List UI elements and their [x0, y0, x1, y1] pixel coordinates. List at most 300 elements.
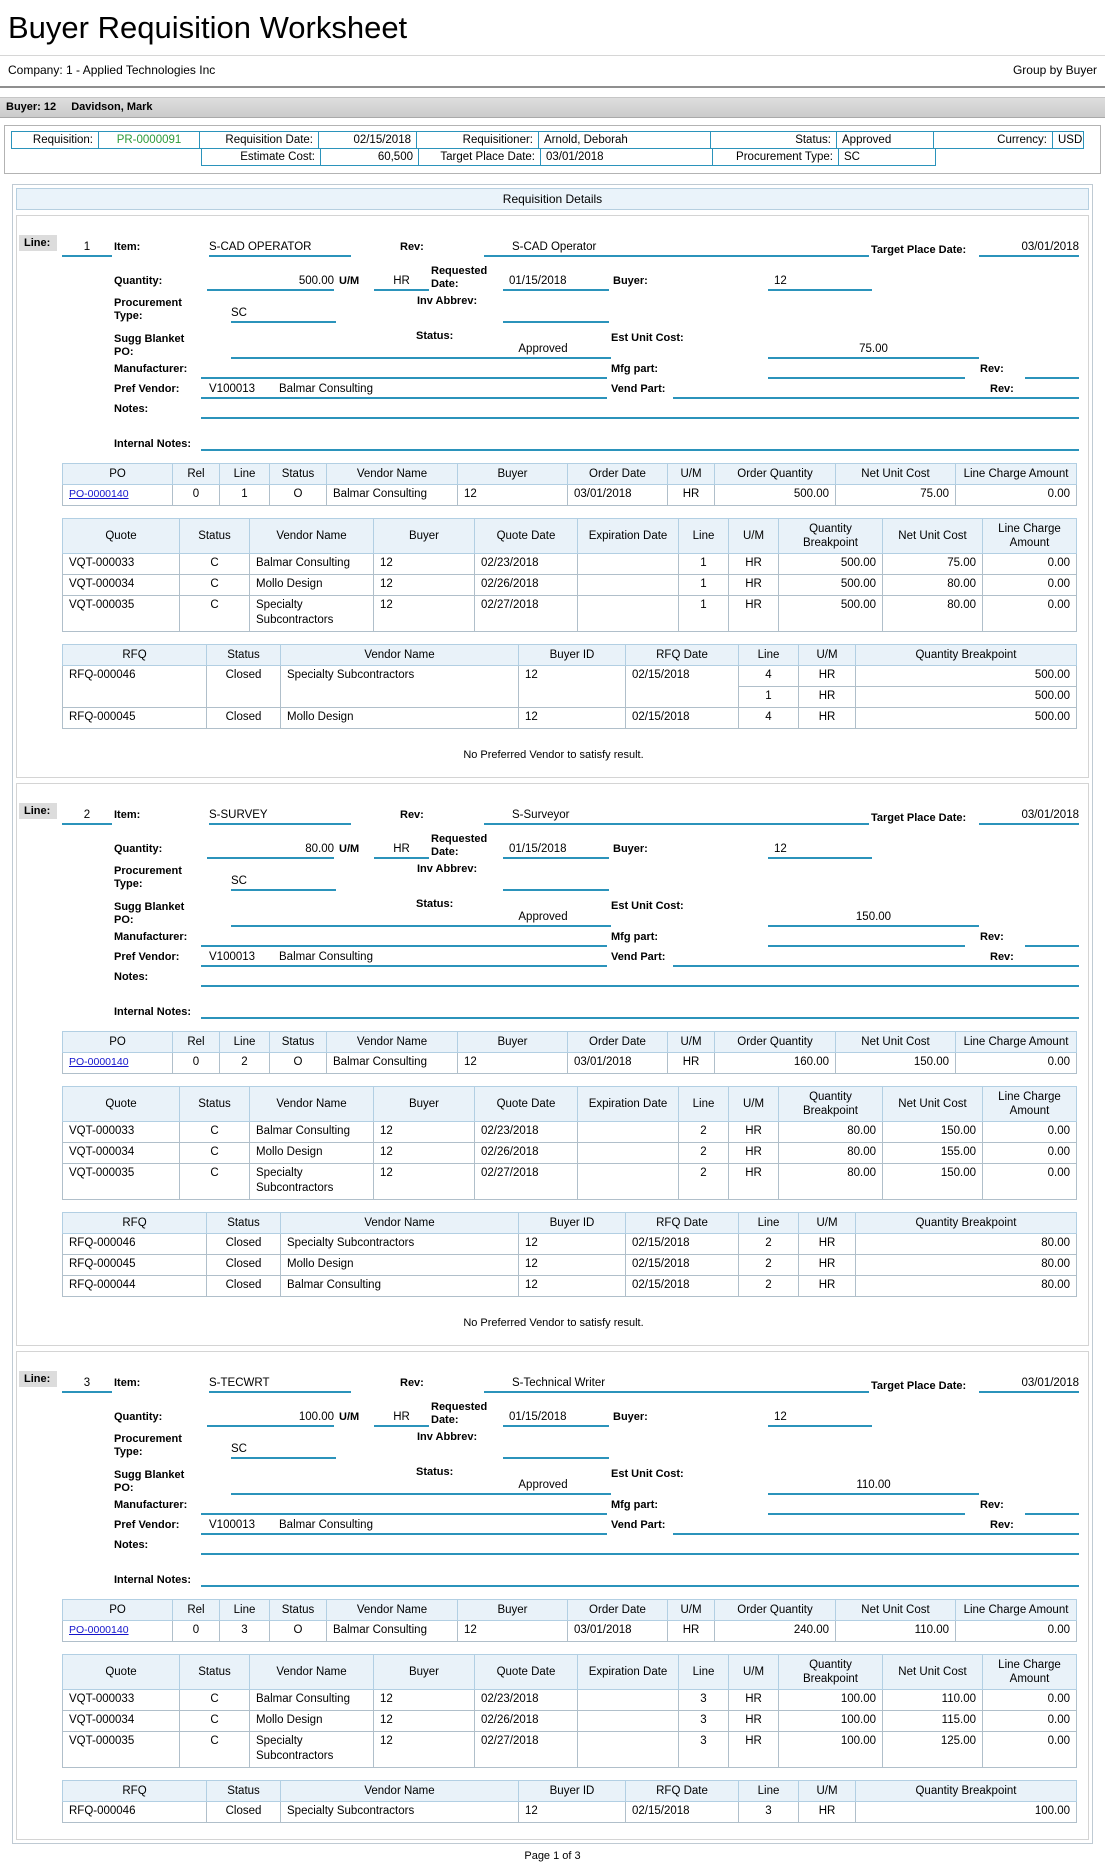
table-cell: 100.00	[856, 1802, 1077, 1823]
table-cell	[578, 1143, 679, 1164]
table-cell: 02/15/2018	[626, 1276, 739, 1297]
table-row	[63, 1122, 1077, 1143]
table-cell: 12	[374, 1690, 475, 1711]
line-row-1	[19, 223, 1088, 257]
table-cell: O	[270, 485, 327, 506]
column-header: Rel	[173, 1032, 220, 1053]
column-header: Net Unit Cost	[883, 1087, 983, 1122]
table-cell	[578, 575, 679, 596]
page-title: Buyer Requisition Worksheet	[0, 0, 1105, 56]
po-link[interactable]: PO-0000140	[69, 488, 129, 500]
column-header: PO	[63, 464, 173, 485]
inv-abbrev-label: Inv Abbrev:	[417, 295, 478, 307]
requested-date-field: 01/15/2018	[503, 1410, 609, 1427]
table-cell: Balmar Consulting	[327, 1053, 458, 1074]
item-label: Item:	[114, 809, 141, 821]
table-cell: 02/27/2018	[475, 1164, 578, 1200]
table-cell: VQT-000033	[63, 1122, 180, 1143]
table-cell: Closed	[207, 1234, 281, 1255]
table-cell: 80.00	[883, 596, 983, 632]
table-header-row	[63, 1781, 1077, 1802]
requisition-line-block	[16, 1351, 1089, 1840]
table-cell: 75.00	[883, 554, 983, 575]
requested-date-field: 01/15/2018	[503, 274, 609, 291]
table-cell: HR	[668, 1053, 715, 1074]
uom-field: HR	[374, 842, 429, 859]
line-row-5	[19, 929, 1088, 947]
est-unit-cost-label: Est Unit Cost:	[611, 1468, 684, 1480]
table-cell: 02/27/2018	[475, 596, 578, 632]
table-header-row	[63, 1655, 1077, 1690]
column-header: U/M	[799, 1781, 856, 1802]
column-header: Status	[180, 519, 250, 554]
table-cell: O	[270, 1621, 327, 1642]
procurement-type-label: Procurement Type:	[114, 297, 182, 322]
quantity-label: Quantity:	[114, 843, 163, 855]
manufacturer-label: Manufacturer:	[114, 1499, 188, 1511]
column-header: Quantity Breakpoint	[856, 645, 1077, 666]
column-header: Net Unit Cost	[883, 519, 983, 554]
table-cell: Closed	[207, 1255, 281, 1276]
sugg-blanket-po-label: Sugg Blanket PO:	[114, 333, 185, 358]
table-cell: HR	[729, 1122, 779, 1143]
column-header: Quantity Breakpoint	[856, 1213, 1077, 1234]
column-header: U/M	[799, 1213, 856, 1234]
table-cell: Specialty Subcontractors	[250, 596, 374, 632]
table-cell: 2	[739, 1276, 799, 1297]
status-field: Approved	[518, 911, 568, 923]
mfg-part-field	[768, 931, 965, 947]
target-place-date-field: 03/01/2018	[979, 808, 1079, 825]
column-header: Line Charge Amount	[983, 1655, 1077, 1690]
table-cell: 02/23/2018	[475, 554, 578, 575]
table-header-row	[63, 1600, 1077, 1621]
table-cell	[578, 554, 679, 575]
table-row	[63, 1164, 1077, 1200]
column-header: Quantity Breakpoint	[779, 519, 883, 554]
page-header	[0, 0, 1105, 56]
line-row-4	[19, 893, 1088, 927]
table-row	[63, 1711, 1077, 1732]
estimate-cost-value: 60,500	[320, 148, 419, 166]
uom-field: HR	[374, 1410, 429, 1427]
mfg-rev-field	[1025, 363, 1079, 379]
table-cell: Closed	[207, 1276, 281, 1297]
table-cell: 0.00	[956, 1053, 1077, 1074]
column-header: Net Unit Cost	[836, 464, 956, 485]
sugg-blanket-po-label: Sugg Blanket PO:	[114, 1469, 185, 1494]
internal-notes-label: Internal Notes:	[114, 438, 192, 450]
procurement-type-field: SC	[231, 1442, 336, 1459]
table-cell: 80.00	[883, 575, 983, 596]
column-header: Net Unit Cost	[836, 1600, 956, 1621]
line-row-4	[19, 1461, 1088, 1495]
table-cell: 0	[173, 485, 220, 506]
table-cell: 12	[458, 1621, 568, 1642]
table-cell: Balmar Consulting	[250, 554, 374, 575]
column-header: Order Quantity	[715, 1032, 836, 1053]
table-cell: C	[180, 1711, 250, 1732]
requisition-label: Requisition:	[11, 131, 99, 149]
table-cell: HR	[729, 554, 779, 575]
column-header: Quantity Breakpoint	[779, 1655, 883, 1690]
column-header: Rel	[173, 1600, 220, 1621]
table-cell	[63, 1621, 173, 1642]
currency-value: USD	[1052, 131, 1084, 149]
table-header-row	[63, 519, 1077, 554]
line-number-field: 3	[62, 1376, 112, 1393]
column-header: Vendor Name	[250, 1087, 374, 1122]
column-header: Status	[180, 1655, 250, 1690]
internal-notes-field	[201, 435, 1079, 451]
column-header: Line Charge Amount	[956, 1032, 1077, 1053]
table-cell: 02/23/2018	[475, 1690, 578, 1711]
table-row	[63, 554, 1077, 575]
table-cell: 80.00	[856, 1255, 1077, 1276]
table-cell: 0.00	[983, 1143, 1077, 1164]
mfg-part-field	[768, 1499, 965, 1515]
line-row-2	[19, 259, 1088, 291]
requisition-date-value: 02/15/2018	[318, 131, 417, 149]
quote-table	[62, 1654, 1077, 1768]
table-cell: HR	[729, 1690, 779, 1711]
no-preferred-vendor-note: No Preferred Vendor to satisfy result.	[463, 1317, 644, 1329]
requisitioner-label: Requisitioner:	[416, 131, 539, 149]
table-cell: HR	[729, 1732, 779, 1768]
column-header: Vendor Name	[281, 645, 519, 666]
pref-vendor-name: Balmar Consulting	[279, 383, 373, 395]
table-cell: 02/26/2018	[475, 575, 578, 596]
table-row	[63, 1276, 1077, 1297]
table-row	[63, 1802, 1077, 1823]
quantity-label: Quantity:	[114, 1411, 163, 1423]
inv-abbrev-field	[503, 1443, 609, 1459]
column-header: Expiration Date	[578, 1655, 679, 1690]
column-header: Vendor Name	[250, 1655, 374, 1690]
table-cell: 12	[374, 1143, 475, 1164]
manufacturer-label: Manufacturer:	[114, 931, 188, 943]
column-header: Status	[207, 1781, 281, 1802]
column-header: Order Date	[568, 464, 668, 485]
table-cell: RFQ-000045	[63, 1255, 207, 1276]
status-field: Approved	[518, 1479, 568, 1491]
internal-notes-label: Internal Notes:	[114, 1006, 192, 1018]
line-row-1	[19, 1359, 1088, 1393]
table-cell: VQT-000033	[63, 1690, 180, 1711]
column-header: PO	[63, 1600, 173, 1621]
table-cell: 110.00	[883, 1690, 983, 1711]
mfg-rev-field	[1025, 1499, 1079, 1515]
pref-vendor-code: V100013	[209, 1519, 256, 1531]
table-header-row	[63, 1087, 1077, 1122]
table-cell: 2	[739, 1234, 799, 1255]
table-header-row	[63, 1032, 1077, 1053]
table-cell: Specialty Subcontractors	[250, 1732, 374, 1768]
table-cell: 150.00	[883, 1122, 983, 1143]
po-link[interactable]: PO-0000140	[69, 1056, 129, 1068]
est-unit-cost-label: Est Unit Cost:	[611, 900, 684, 912]
vend-part-field	[673, 1519, 1079, 1535]
table-cell: 75.00	[836, 485, 956, 506]
line-blocks	[16, 215, 1089, 1840]
table-cell: 100.00	[779, 1690, 883, 1711]
pref-vendor-label: Pref Vendor:	[114, 951, 180, 963]
table-row	[63, 1053, 1077, 1074]
table-cell: O	[270, 1053, 327, 1074]
table-cell: 2	[220, 1053, 270, 1074]
column-header: U/M	[729, 519, 779, 554]
line-row-6	[19, 1517, 1088, 1535]
table-cell: 0.00	[983, 554, 1077, 575]
column-header: Status	[270, 1032, 327, 1053]
column-header: RFQ Date	[626, 1213, 739, 1234]
table-cell: Specialty Subcontractors	[250, 1164, 374, 1200]
rev-label: Rev:	[400, 241, 424, 253]
buyer-field: 12	[768, 274, 872, 291]
column-header: U/M	[799, 645, 856, 666]
line-row-1	[19, 791, 1088, 825]
table-cell	[63, 1053, 173, 1074]
requested-date-field: 01/15/2018	[503, 842, 609, 859]
column-header: Buyer ID	[519, 645, 626, 666]
table-cell: Mollo Design	[250, 1143, 374, 1164]
rfq-table	[62, 1212, 1077, 1297]
table-cell: VQT-000035	[63, 596, 180, 632]
table-cell: 0.00	[983, 1690, 1077, 1711]
column-header: Vendor Name	[327, 1032, 458, 1053]
line-row-3	[19, 861, 1088, 891]
target-place-date-value: 03/01/2018	[540, 148, 713, 166]
table-cell: Closed	[207, 1802, 281, 1823]
procurement-type-label: Procurement Type:	[712, 148, 839, 166]
column-header: Buyer	[374, 519, 475, 554]
column-header: Line	[739, 1781, 799, 1802]
est-unit-cost-field: 110.00	[768, 1478, 979, 1495]
sugg-blanket-po-field	[231, 898, 611, 927]
table-cell: 0.00	[983, 575, 1077, 596]
table-header-row	[63, 464, 1077, 485]
requisition-header-box	[4, 125, 1101, 174]
table-cell: Mollo Design	[281, 708, 519, 729]
manufacturer-field	[201, 1499, 607, 1515]
table-cell: 0	[173, 1621, 220, 1642]
table-cell: 1	[679, 596, 729, 632]
requested-date-label: Requested Date:	[431, 265, 488, 290]
table-row	[63, 708, 1077, 729]
table-cell: VQT-000034	[63, 1143, 180, 1164]
notes-label: Notes:	[114, 403, 149, 415]
line-row-3	[19, 293, 1088, 323]
rfq-table	[62, 1780, 1077, 1823]
po-link[interactable]: PO-0000140	[69, 1624, 129, 1636]
group-by-control[interactable]: Group by Buyer	[1012, 63, 1097, 77]
pref-vendor-code: V100013	[209, 383, 256, 395]
table-cell: Balmar Consulting	[327, 485, 458, 506]
table-cell: HR	[729, 1143, 779, 1164]
column-header: Line	[739, 1213, 799, 1234]
column-header: Line	[739, 645, 799, 666]
rev-label: Rev:	[400, 809, 424, 821]
procurement-type-label: Procurement Type:	[114, 865, 182, 890]
table-cell: 500.00	[856, 708, 1077, 729]
table-cell: 12	[374, 1711, 475, 1732]
table-cell: 0	[173, 1053, 220, 1074]
manufacturer-field	[201, 363, 607, 379]
table-cell: 0.00	[956, 485, 1077, 506]
table-cell: 02/27/2018	[475, 1732, 578, 1768]
line-row-7	[19, 1537, 1088, 1555]
inv-abbrev-field	[503, 307, 609, 323]
mfg-rev-label: Rev:	[980, 931, 1004, 943]
pref-vendor-field	[201, 1518, 607, 1535]
line-label: Line:	[19, 803, 57, 819]
uom-label: U/M	[339, 275, 360, 287]
table-cell: 12	[519, 708, 626, 729]
table-cell: 500.00	[856, 687, 1077, 708]
line-row-4	[19, 325, 1088, 359]
no-preferred-vendor-note: No Preferred Vendor to satisfy result.	[463, 749, 644, 761]
table-cell: 1	[220, 485, 270, 506]
table-cell: VQT-000035	[63, 1164, 180, 1200]
table-cell: 03/01/2018	[568, 485, 668, 506]
table-cell: HR	[799, 1276, 856, 1297]
table-cell: 12	[374, 1122, 475, 1143]
table-cell: VQT-000034	[63, 575, 180, 596]
notes-field	[201, 403, 1079, 419]
column-header: Net Unit Cost	[883, 1655, 983, 1690]
internal-notes-field	[201, 1003, 1079, 1019]
table-cell: 1	[679, 575, 729, 596]
sugg-blanket-po-field	[231, 330, 611, 359]
table-cell	[63, 485, 173, 506]
requisition-number-link[interactable]: PR-0000091	[98, 131, 200, 149]
column-header: Line	[679, 1087, 729, 1122]
line-row-8	[19, 1557, 1088, 1587]
table-cell: 2	[679, 1164, 729, 1200]
table-row	[63, 1621, 1077, 1642]
sugg-blanket-po-label: Sugg Blanket PO:	[114, 901, 185, 926]
table-cell	[578, 1711, 679, 1732]
table-cell: 240.00	[715, 1621, 836, 1642]
line-row-8	[19, 421, 1088, 451]
company-row	[0, 56, 1105, 88]
table-cell: HR	[729, 575, 779, 596]
table-cell: 80.00	[856, 1276, 1077, 1297]
column-header: U/M	[729, 1087, 779, 1122]
line-label: Line:	[19, 235, 57, 251]
table-cell: Mollo Design	[281, 1255, 519, 1276]
pref-vendor-label: Pref Vendor:	[114, 1519, 180, 1531]
table-cell: 1	[679, 554, 729, 575]
table-row	[63, 575, 1077, 596]
column-header: RFQ	[63, 1781, 207, 1802]
column-header: Buyer	[458, 464, 568, 485]
uom-field: HR	[374, 274, 429, 291]
table-cell: HR	[799, 1255, 856, 1276]
target-place-date-label: Target Place Date:	[418, 148, 541, 166]
table-cell: HR	[668, 1621, 715, 1642]
mfg-part-field	[768, 363, 965, 379]
buyer-field: 12	[768, 842, 872, 859]
vend-rev-label: Rev:	[990, 383, 1014, 395]
procurement-type-label: Procurement Type:	[114, 1433, 182, 1458]
table-cell: 4	[739, 708, 799, 729]
column-header: Quote Date	[475, 519, 578, 554]
column-header: Order Date	[568, 1600, 668, 1621]
column-header: Vendor Name	[250, 519, 374, 554]
column-header: Order Quantity	[715, 1600, 836, 1621]
rev-label: Rev:	[400, 1377, 424, 1389]
line-row-2	[19, 827, 1088, 859]
table-cell: C	[180, 1690, 250, 1711]
table-cell: 12	[374, 1164, 475, 1200]
table-cell: Specialty Subcontractors	[281, 1234, 519, 1255]
buyer-field: 12	[768, 1410, 872, 1427]
requested-date-label: Requested Date:	[431, 833, 488, 858]
table-cell: 02/15/2018	[626, 1255, 739, 1276]
table-cell: 12	[519, 1255, 626, 1276]
item-description-field: S-CAD Operator	[484, 240, 869, 257]
table-cell: 1	[739, 687, 799, 708]
vend-part-label: Vend Part:	[611, 1519, 666, 1531]
target-place-date-label: Target Place Date:	[871, 1380, 967, 1392]
requisition-date-label: Requisition Date:	[199, 131, 319, 149]
notes-field	[201, 1539, 1079, 1555]
pref-vendor-code: V100013	[209, 951, 256, 963]
column-header: Line	[679, 519, 729, 554]
line-number-field: 1	[62, 240, 112, 257]
table-cell: 12	[374, 554, 475, 575]
line-row-6	[19, 949, 1088, 967]
rfq-table	[62, 644, 1077, 729]
procurement-type-field: SC	[231, 306, 336, 323]
table-cell: 0.00	[956, 1621, 1077, 1642]
column-header: Quote	[63, 519, 180, 554]
column-header: U/M	[668, 1032, 715, 1053]
status-label: Status:	[416, 1466, 454, 1478]
table-cell: 02/26/2018	[475, 1143, 578, 1164]
column-header: Expiration Date	[578, 1087, 679, 1122]
currency-label: Currency:	[933, 131, 1053, 149]
table-cell: 500.00	[856, 666, 1077, 687]
buyer-label: Buyer:	[613, 843, 648, 855]
notes-label: Notes:	[114, 1539, 149, 1551]
item-field: S-TECWRT	[209, 1376, 351, 1393]
table-cell: HR	[729, 1164, 779, 1200]
line-row-3	[19, 1429, 1088, 1459]
vend-rev-label: Rev:	[990, 1519, 1014, 1531]
table-row	[63, 485, 1077, 506]
quantity-label: Quantity:	[114, 275, 163, 287]
table-cell: Balmar Consulting	[281, 1276, 519, 1297]
table-cell: 02/26/2018	[475, 1711, 578, 1732]
requisition-details-section	[12, 184, 1093, 1844]
table-row	[63, 1255, 1077, 1276]
table-cell	[578, 596, 679, 632]
buyer-label: Buyer:	[613, 1411, 648, 1423]
column-header: Order Quantity	[715, 464, 836, 485]
pref-vendor-field	[201, 382, 607, 399]
table-cell: 0.00	[983, 1122, 1077, 1143]
status-value: Approved	[836, 131, 934, 149]
page-number: Page 1 of 3	[524, 1850, 581, 1862]
column-header: Quote Date	[475, 1655, 578, 1690]
uom-label: U/M	[339, 1411, 360, 1423]
est-unit-cost-label: Est Unit Cost:	[611, 332, 684, 344]
table-cell: 02/23/2018	[475, 1122, 578, 1143]
column-header: Expiration Date	[578, 519, 679, 554]
manufacturer-label: Manufacturer:	[114, 363, 188, 375]
